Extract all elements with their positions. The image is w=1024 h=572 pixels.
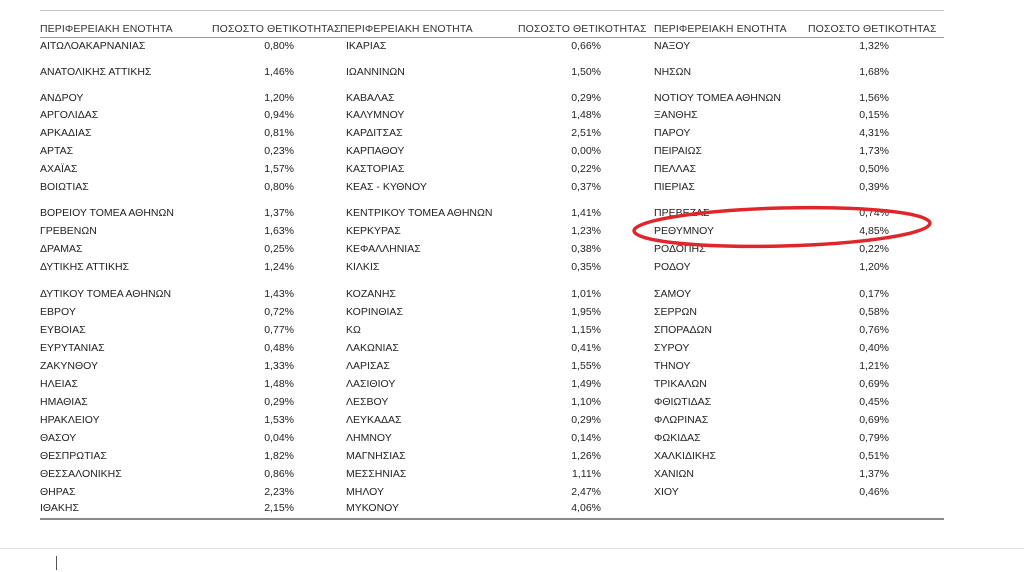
positivity-rate: 0,25% [264,243,294,255]
positivity-rate: 2,23% [264,486,294,498]
positivity-rate: 1,11% [572,468,601,480]
positivity-rate: 4,06% [571,502,601,514]
positivity-rate: 1,33% [264,360,294,372]
region-name: ΞΑΝΘΗΣ [654,109,698,121]
region-name: ΔΥΤΙΚΟΥ ΤΟΜΕΑ ΑΘΗΝΩΝ [40,288,172,300]
positivity-rate: 0,69% [859,414,889,426]
region-name: ΡΕΘΥΜΝΟΥ [654,225,715,237]
region-name: ΑΡΓΟΛΙΔΑΣ [40,109,99,121]
region-name: ΚΩ [346,324,361,336]
positivity-rate: 1,20% [859,261,889,273]
positivity-rate: 0,81% [264,127,294,139]
region-name: ΘΕΣΠΡΩΤΙΑΣ [40,450,107,462]
region-name: ΕΥΡΥΤΑΝΙΑΣ [40,342,105,354]
positivity-rate: 0,14% [571,432,601,444]
region-name: ΔΥΤΙΚΗΣ ΑΤΤΙΚΗΣ [40,261,130,273]
region-name: ΝΑΞΟΥ [654,40,691,52]
positivity-rate: 0,76% [859,324,889,336]
positivity-rate: 1,82% [264,450,294,462]
positivity-rate: 0,17% [859,288,889,300]
region-name: ΚΕΑΣ - ΚΥΘΝΟΥ [346,181,427,193]
positivity-rate: 1,57% [264,163,294,175]
region-name: ΣΥΡΟΥ [654,342,690,354]
positivity-rate: 0,40% [859,342,889,354]
region-name: ΕΥΒΟΙΑΣ [40,324,86,336]
positivity-rate: 0,80% [264,40,294,52]
positivity-rate: 0,00% [571,145,601,157]
positivity-rate: 0,45% [859,396,889,408]
header-rule [40,37,944,38]
header-region-col-1: ΠΕΡΙΦΕΡΕΙΑΚΗ ΕΝΟΤΗΤΑ [40,23,173,35]
positivity-rate: 0,29% [264,396,294,408]
positivity-rate: 1,49% [571,378,601,390]
positivity-rate: 1,01% [571,288,601,300]
header-rate-col-1: ΠΟΣΟΣΤΟ ΘΕΤΙΚΟΤΗΤΑΣ [212,23,341,35]
region-name: ΤΗΝΟΥ [654,360,691,372]
region-name: ΖΑΚΥΝΘΟΥ [40,360,99,372]
region-name: ΧΑΝΙΩΝ [654,468,694,480]
region-name: ΑΧΑΪΑΣ [40,163,78,175]
region-name: ΑΙΤΩΛΟΑΚΑΡΝΑΝΙΑΣ [40,40,146,52]
positivity-rate: 1,15% [571,324,601,336]
region-name: ΠΑΡΟΥ [654,127,691,139]
region-name: ΗΜΑΘΙΑΣ [40,396,88,408]
region-name: ΜΑΓΝΗΣΙΑΣ [346,450,406,462]
region-name: ΜΥΚΟΝΟΥ [346,502,400,514]
region-name: ΛΗΜΝΟΥ [346,432,392,444]
region-name: ΝΗΣΩΝ [654,66,692,78]
positivity-rate: 1,41% [571,207,601,219]
region-name: ΘΑΣΟΥ [40,432,77,444]
region-name: ΛΕΥΚΑΔΑΣ [346,414,402,426]
positivity-rate: 0,22% [859,243,889,255]
positivity-rate: 0,51% [859,450,889,462]
positivity-rate: 1,46% [264,66,294,78]
region-name: ΑΡΚΑΔΙΑΣ [40,127,92,139]
positivity-rate: 0,23% [264,145,294,157]
region-name: ΕΒΡΟΥ [40,306,76,318]
positivity-rate: 2,15% [264,502,294,514]
positivity-rate: 1,20% [264,92,294,104]
positivity-rate: 0,94% [264,109,294,121]
header-rate-col-2: ΠΟΣΟΣΤΟ ΘΕΤΙΚΟΤΗΤΑΣ [518,23,647,35]
header-rate-col-3: ΠΟΣΟΣΤΟ ΘΕΤΙΚΟΤΗΤΑΣ [808,23,937,35]
region-name: ΧΙΟΥ [654,486,679,498]
positivity-rate: 0,29% [571,92,601,104]
positivity-rate: 0,72% [264,306,294,318]
region-name: ΠΕΙΡΑΙΩΣ [654,145,702,157]
positivity-rate: 2,47% [571,486,601,498]
positivity-rate: 0,58% [859,306,889,318]
positivity-rate: 1,32% [859,40,889,52]
positivity-rate: 1,73% [859,145,889,157]
table-top-rule [40,10,944,11]
region-name: ΒΟΙΩΤΙΑΣ [40,181,89,193]
positivity-rate: 1,48% [264,378,294,390]
region-name: ΧΑΛΚΙΔΙΚΗΣ [654,450,716,462]
positivity-rate: 0,22% [571,163,601,175]
text-cursor [56,556,57,570]
region-name: ΣΑΜΟΥ [654,288,692,300]
positivity-rate: 0,79% [859,432,889,444]
positivity-rate: 0,46% [859,486,889,498]
region-name: ΒΟΡΕΙΟΥ ΤΟΜΕΑ ΑΘΗΝΩΝ [40,207,174,219]
bottom-bar [0,548,1024,572]
positivity-rate: 1,63% [264,225,294,237]
positivity-rate: 0,50% [859,163,889,175]
positivity-rate: 1,37% [859,468,889,480]
positivity-rate: 0,66% [571,40,601,52]
positivity-rate: 0,69% [859,378,889,390]
region-name: ΦΩΚΙΔΑΣ [654,432,701,444]
region-name: ΚΑΒΑΛΑΣ [346,92,395,104]
region-name: ΜΗΛΟΥ [346,486,384,498]
positivity-rate: 0,77% [264,324,294,336]
table-bottom-rule [40,518,944,520]
region-name: ΣΠΟΡΑΔΩΝ [654,324,712,336]
positivity-rate: 1,68% [859,66,889,78]
region-name: ΚΕΦΑΛΛΗΝΙΑΣ [346,243,421,255]
region-name: ΚΙΛΚΙΣ [346,261,380,273]
header-region-col-3: ΠΕΡΙΦΕΡΕΙΑΚΗ ΕΝΟΤΗΤΑ [654,23,787,35]
positivity-rate: 1,37% [264,207,294,219]
region-name: ΙΚΑΡΙΑΣ [346,40,387,52]
positivity-rate: 1,56% [859,92,889,104]
region-name: ΚΕΡΚΥΡΑΣ [346,225,401,237]
region-name: ΑΝΔΡΟΥ [40,92,84,104]
positivity-rate: 0,74% [859,207,889,219]
region-name: ΑΡΤΑΣ [40,145,74,157]
region-name: ΦΘΙΩΤΙΔΑΣ [654,396,712,408]
region-name: ΠΙΕΡΙΑΣ [654,181,695,193]
positivity-rate: 0,86% [264,468,294,480]
region-name: ΙΩΑΝΝΙΝΩΝ [346,66,405,78]
region-name: ΜΕΣΣΗΝΙΑΣ [346,468,407,480]
region-name: ΛΑΣΙΘΙΟΥ [346,378,396,390]
positivity-rate: 4,85% [859,225,889,237]
positivity-rate: 1,95% [571,306,601,318]
region-name: ΛΑΚΩΝΙΑΣ [346,342,399,354]
region-name: ΡΟΔΟΥ [654,261,691,273]
positivity-rate: 0,41% [571,342,601,354]
region-name: ΔΡΑΜΑΣ [40,243,83,255]
region-name: ΦΛΩΡΙΝΑΣ [654,414,709,426]
header-region-col-2: ΠΕΡΙΦΕΡΕΙΑΚΗ ΕΝΟΤΗΤΑ [340,23,473,35]
region-name: ΓΡΕΒΕΝΩΝ [40,225,97,237]
positivity-rate: 1,24% [264,261,294,273]
positivity-rate: 0,39% [859,181,889,193]
positivity-rate: 0,04% [264,432,294,444]
positivity-rate: 0,37% [571,181,601,193]
positivity-rate: 2,51% [571,127,601,139]
region-name: ΘΕΣΣΑΛΟΝΙΚΗΣ [40,468,122,480]
region-name: ΛΕΣΒΟΥ [346,396,389,408]
positivity-rate: 1,48% [571,109,601,121]
region-name: ΚΟΖΑΝΗΣ [346,288,396,300]
region-name: ΑΝΑΤΟΛΙΚΗΣ ΑΤΤΙΚΗΣ [40,66,152,78]
positivity-rate: 1,50% [571,66,601,78]
region-name: ΠΕΛΛΑΣ [654,163,697,175]
region-name: ΚΑΣΤΟΡΙΑΣ [346,163,405,175]
region-name: ΤΡΙΚΑΛΩΝ [654,378,707,390]
positivity-rate: 1,43% [264,288,294,300]
region-name: ΚΟΡΙΝΘΙΑΣ [346,306,403,318]
region-name: ΚΑΡΔΙΤΣΑΣ [346,127,403,139]
region-name: ΙΘΑΚΗΣ [40,502,79,514]
region-name: ΠΡΕΒΕΖΑΣ [654,207,710,219]
region-name: ΚΑΡΠΑΘΟΥ [346,145,405,157]
region-name: ΚΑΛΥΜΝΟΥ [346,109,405,121]
positivity-rate: 4,31% [859,127,889,139]
positivity-rate: 1,21% [859,360,889,372]
region-name: ΣΕΡΡΩΝ [654,306,697,318]
positivity-rate: 1,26% [571,450,601,462]
positivity-rate: 0,29% [571,414,601,426]
region-name: ΛΑΡΙΣΑΣ [346,360,390,372]
positivity-rate: 0,80% [264,181,294,193]
positivity-rate: 0,38% [571,243,601,255]
region-name: ΗΛΕΙΑΣ [40,378,79,390]
positivity-rate: 0,15% [859,109,889,121]
positivity-rate: 1,53% [264,414,294,426]
region-name: ΘΗΡΑΣ [40,486,76,498]
positivity-rate: 0,35% [571,261,601,273]
positivity-rate: 1,10% [571,396,601,408]
region-name: ΚΕΝΤΡΙΚΟΥ ΤΟΜΕΑ ΑΘΗΝΩΝ [346,207,493,219]
positivity-rate: 1,23% [571,225,601,237]
positivity-rate: 0,48% [264,342,294,354]
positivity-rate: 1,55% [571,360,601,372]
region-name: ΡΟΔΟΠΗΣ [654,243,706,255]
region-name: ΗΡΑΚΛΕΙΟΥ [40,414,100,426]
region-name: ΝΟΤΙΟΥ ΤΟΜΕΑ ΑΘΗΝΩΝ [654,92,781,104]
